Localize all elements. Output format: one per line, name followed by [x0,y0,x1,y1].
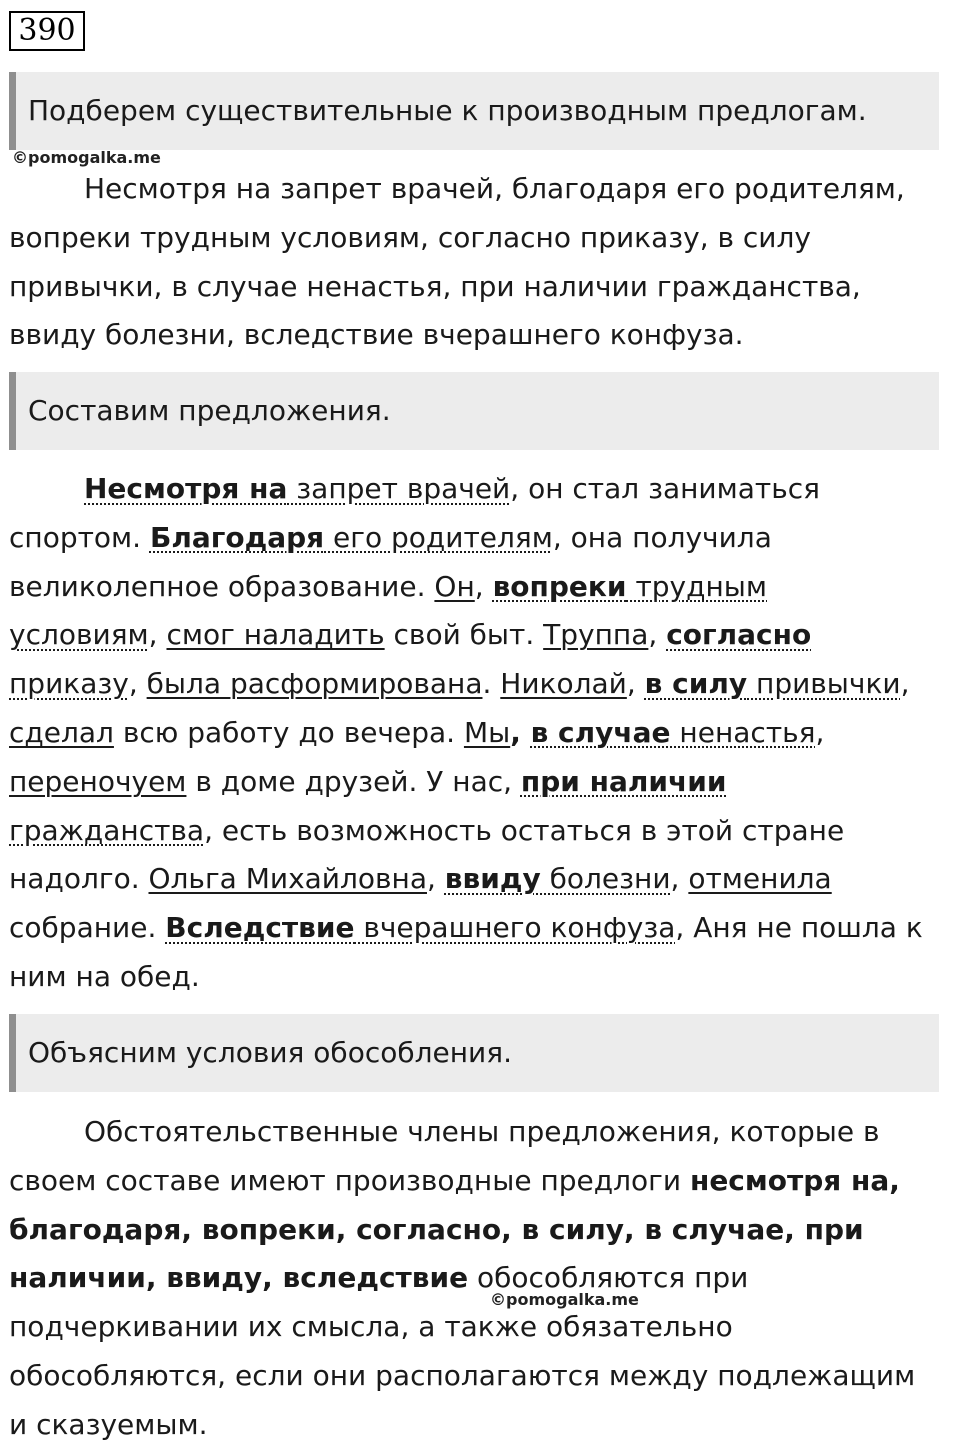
plain-text: . [482,667,501,701]
underlined-text: сделал [9,715,114,749]
text-line: вопреки трудным условиям, согласно приказу, в силу [9,220,811,254]
text-line [9,1157,954,1206]
watermark: ©pomogalka.me [12,148,161,167]
preposition-text: ввиду [444,862,541,896]
section-heading-3: Объясним условия обособления. [9,1014,939,1092]
underlined-text: Ольга Михайловна [148,862,427,896]
plain-text: , [648,618,667,652]
text-line [9,807,954,856]
plain-text: , [148,618,167,652]
text-line [9,611,954,660]
plain-text: всю работу до вечера. [113,715,464,749]
preposition-text: Несмотря на [84,472,288,505]
plain-text: , она получила [552,520,772,554]
plain-text: , [426,862,445,896]
plain-text: своем составе имеют производные предлоги [9,1163,690,1197]
text-line [9,1254,954,1303]
preposition-text: , [510,715,531,749]
underlined-text: гражданства [9,813,205,847]
text-line: ввиду болезни, вследствие вчерашнего конфуза. [9,318,744,352]
plain-text: , [900,667,910,701]
underlined-text: трудным [626,569,767,603]
text-line [9,563,954,612]
text-line [9,465,954,514]
plain-text: великолепное образование. [9,569,435,603]
plain-text: в доме друзей. У нас, [186,764,521,798]
text-line [9,1108,954,1157]
text-line [9,709,954,758]
preposition-text: наличии, ввиду, вследствие [9,1261,469,1295]
paragraph-nouns [9,165,954,360]
watermark: ©pomogalka.me [490,1290,639,1309]
plain-text: свой быт. [384,618,544,652]
text-line [9,1352,954,1401]
plain-text: ним на обед. [9,959,200,993]
text-line: привычки, в случае ненастья, при наличии гражданства, [9,269,861,303]
plain-text: , [128,667,147,701]
underlined-text: привычки [747,667,901,701]
section-heading-1: Подберем существительные к производным предлогам. [9,72,939,150]
underlined-text: ненастья [670,715,816,749]
text-line [9,1401,954,1450]
underlined-text: условиям [9,618,149,652]
underlined-text: Мы [463,715,511,749]
underlined-text: болезни [540,862,671,896]
preposition-text: несмотря на, [689,1163,900,1197]
plain-text: обособляются, если они располагаются между подлежащим [9,1358,916,1392]
plain-text: собрание. [9,911,166,945]
paragraph-explanation [9,1108,954,1450]
text-line: Несмотря на запрет врачей, благодаря его родителям, [84,172,905,205]
plain-text: , он стал заниматься [510,472,820,505]
preposition-text: Вследствие [165,911,355,945]
underlined-text: Он [434,569,475,603]
preposition-text: при наличии [520,764,727,798]
section-heading-2: Составим предложения. [9,372,939,450]
preposition-text: в случае [530,715,671,749]
text-line [9,904,954,953]
plain-text: Обстоятельственные члены предложения, которые в [84,1115,880,1148]
text-line [9,855,954,904]
preposition-text: вопреки [492,569,627,603]
plain-text: , [670,862,689,896]
text-line [9,758,954,807]
underlined-text: вчерашнего конфуза [354,911,676,945]
text-line [9,1206,954,1255]
plain-text: , [626,667,645,701]
plain-text: подчеркивании их смысла, а также обязательно [9,1310,733,1344]
underlined-text: отменила [688,862,832,896]
preposition-text: благодаря, вопреки, согласно, в силу, в случае, при [9,1212,864,1246]
preposition-text: Благодаря [149,520,325,554]
underlined-text: Труппа [543,618,649,652]
underlined-text: запрет врачей [287,472,511,505]
paragraph-sentences [9,465,954,1002]
underlined-text: Николай [500,667,627,701]
underlined-text: приказу [9,667,129,701]
underlined-text: смог наладить [166,618,385,652]
plain-text: надолго. [9,862,149,896]
text-line [9,1303,954,1352]
underlined-text: переночуем [9,764,187,798]
text-line [9,953,954,1002]
plain-text: обособляются при [468,1261,749,1295]
plain-text: , есть возможность остаться в этой стране [204,813,845,847]
preposition-text: согласно [666,618,812,652]
underlined-text: его родителям [324,520,553,554]
text-line [9,660,954,709]
text-line [9,514,954,563]
plain-text: , Аня не пошла к [675,911,923,945]
plain-text: и сказуемым. [9,1407,208,1441]
preposition-text: в силу [644,667,748,701]
plain-text: , [815,715,825,749]
underlined-text: была расформирована [146,667,483,701]
plain-text: , [474,569,493,603]
exercise-number: 390 [9,11,85,51]
plain-text: спортом. [9,520,150,554]
